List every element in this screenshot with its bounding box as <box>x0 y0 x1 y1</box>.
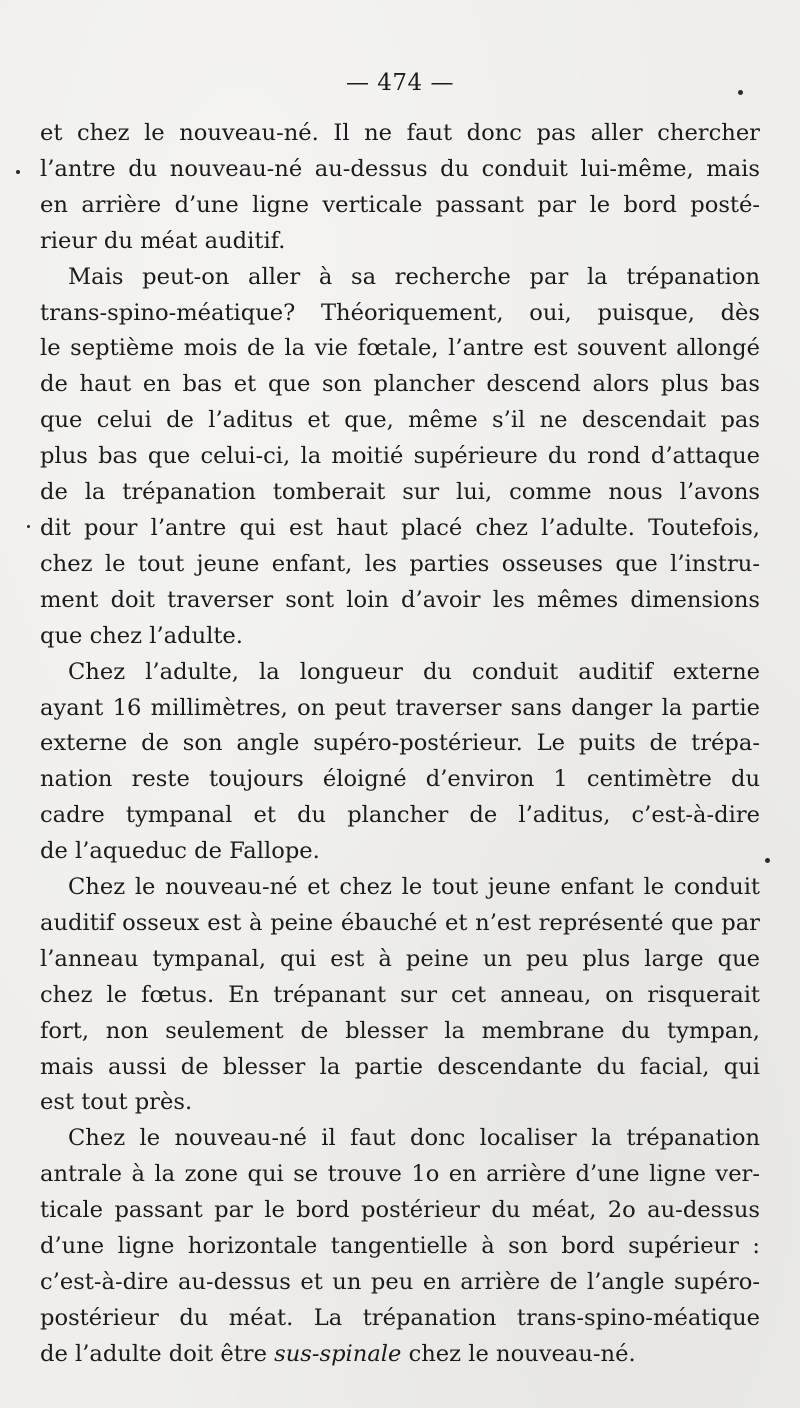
text-line: externe de son angle supéro-postérieur. Le puits de trépa- <box>40 730 760 757</box>
text-line: plus bas que celui-ci, la moitié supérieure du rond d’attaque <box>40 443 760 470</box>
print-speck <box>765 858 770 863</box>
text-line: ment doit traverser sont loin d’avoir les mêmes dimensions <box>40 586 760 613</box>
text-line: en arrière d’une ligne verticale passant par le bord posté- <box>40 191 760 218</box>
text-line: antrale à la zone qui se trouve 1o en arrière d’une ligne ver- <box>40 1161 760 1188</box>
body-text <box>40 116 760 1373</box>
text-line: fort, non seulement de blesser la membrane du tympan, <box>40 1017 760 1044</box>
text-line: ticale passant par le bord postérieur du méat, 2o au-dessus <box>40 1197 760 1224</box>
text-run: de l’adulte doit être <box>40 1340 275 1367</box>
text-line: cadre tympanal et du plancher de l’aditus, c’est-à-dire <box>40 802 760 829</box>
text-line: de l’aqueduc de Fallope. <box>40 838 320 865</box>
text-line: que chez l’adulte. <box>40 622 243 649</box>
text-line: dit pour l’antre qui est haut placé chez l’adulte. Toutefois, <box>40 514 760 541</box>
text-line: postérieur du méat. La trépanation trans-spino-méatique <box>40 1304 760 1331</box>
paragraph-first-line: Mais peut-on aller à sa recherche par la trépanation <box>68 263 760 290</box>
text-line: ayant 16 millimètres, on peut traverser sans danger la partie <box>40 694 760 721</box>
text-line: auditif osseux est à peine ébauché et n’est représenté que par <box>40 909 760 936</box>
print-speck <box>16 170 20 174</box>
text-line: l’anneau tympanal, qui est à peine un peu plus large que <box>40 945 760 972</box>
text-line: trans-spino-méatique? Théoriquement, oui, puisque, dès <box>40 299 760 326</box>
text-run: chez le nouveau-né. <box>401 1340 636 1367</box>
text-line: chez le tout jeune enfant, les parties osseuses que l’instru- <box>40 550 760 577</box>
text-line: d’une ligne horizontale tangentielle à son bord supérieur : <box>40 1233 760 1260</box>
paragraph-first-line: Chez l’adulte, la longueur du conduit auditif externe <box>68 658 760 685</box>
text-line: que celui de l’aditus et que, même s’il ne descendait pas <box>40 407 760 434</box>
page-number: — 474 — <box>345 70 455 96</box>
text-line: est tout près. <box>40 1089 193 1116</box>
text-line: rieur du méat auditif. <box>40 227 286 254</box>
text-line: de haut en bas et que son plancher descend alors plus bas <box>40 371 760 398</box>
text-line: c’est-à-dire au-dessus et un peu en arrière de l’angle supéro- <box>40 1269 760 1295</box>
text-line: et chez le nouveau-né. Il ne faut donc pas aller chercher <box>40 120 760 146</box>
text-line: nation reste toujours éloigné d’environ 1 centimètre du <box>40 766 760 793</box>
text-line: mais aussi de blesser la partie descendante du facial, qui <box>40 1053 760 1080</box>
paragraph-first-line: Chez le nouveau-né il faut donc localiser la trépanation <box>68 1125 760 1152</box>
italic-term: sus-spinale <box>274 1340 402 1367</box>
print-speck <box>738 90 743 95</box>
text-line: le septième mois de la vie fœtale, l’antre est souvent allongé <box>40 335 760 362</box>
text-line: de la trépanation tomberait sur lui, comme nous l’avons <box>40 479 760 506</box>
print-speck <box>27 525 30 528</box>
text-line: chez le fœtus. En trépanant sur cet anneau, on risquerait <box>40 981 760 1008</box>
paragraph-first-line: Chez le nouveau-né et chez le tout jeune enfant le conduit <box>68 874 760 901</box>
text-line: l’antre du nouveau-né au-dessus du conduit lui-même, mais <box>40 155 760 182</box>
text-line-final <box>40 1337 760 1373</box>
